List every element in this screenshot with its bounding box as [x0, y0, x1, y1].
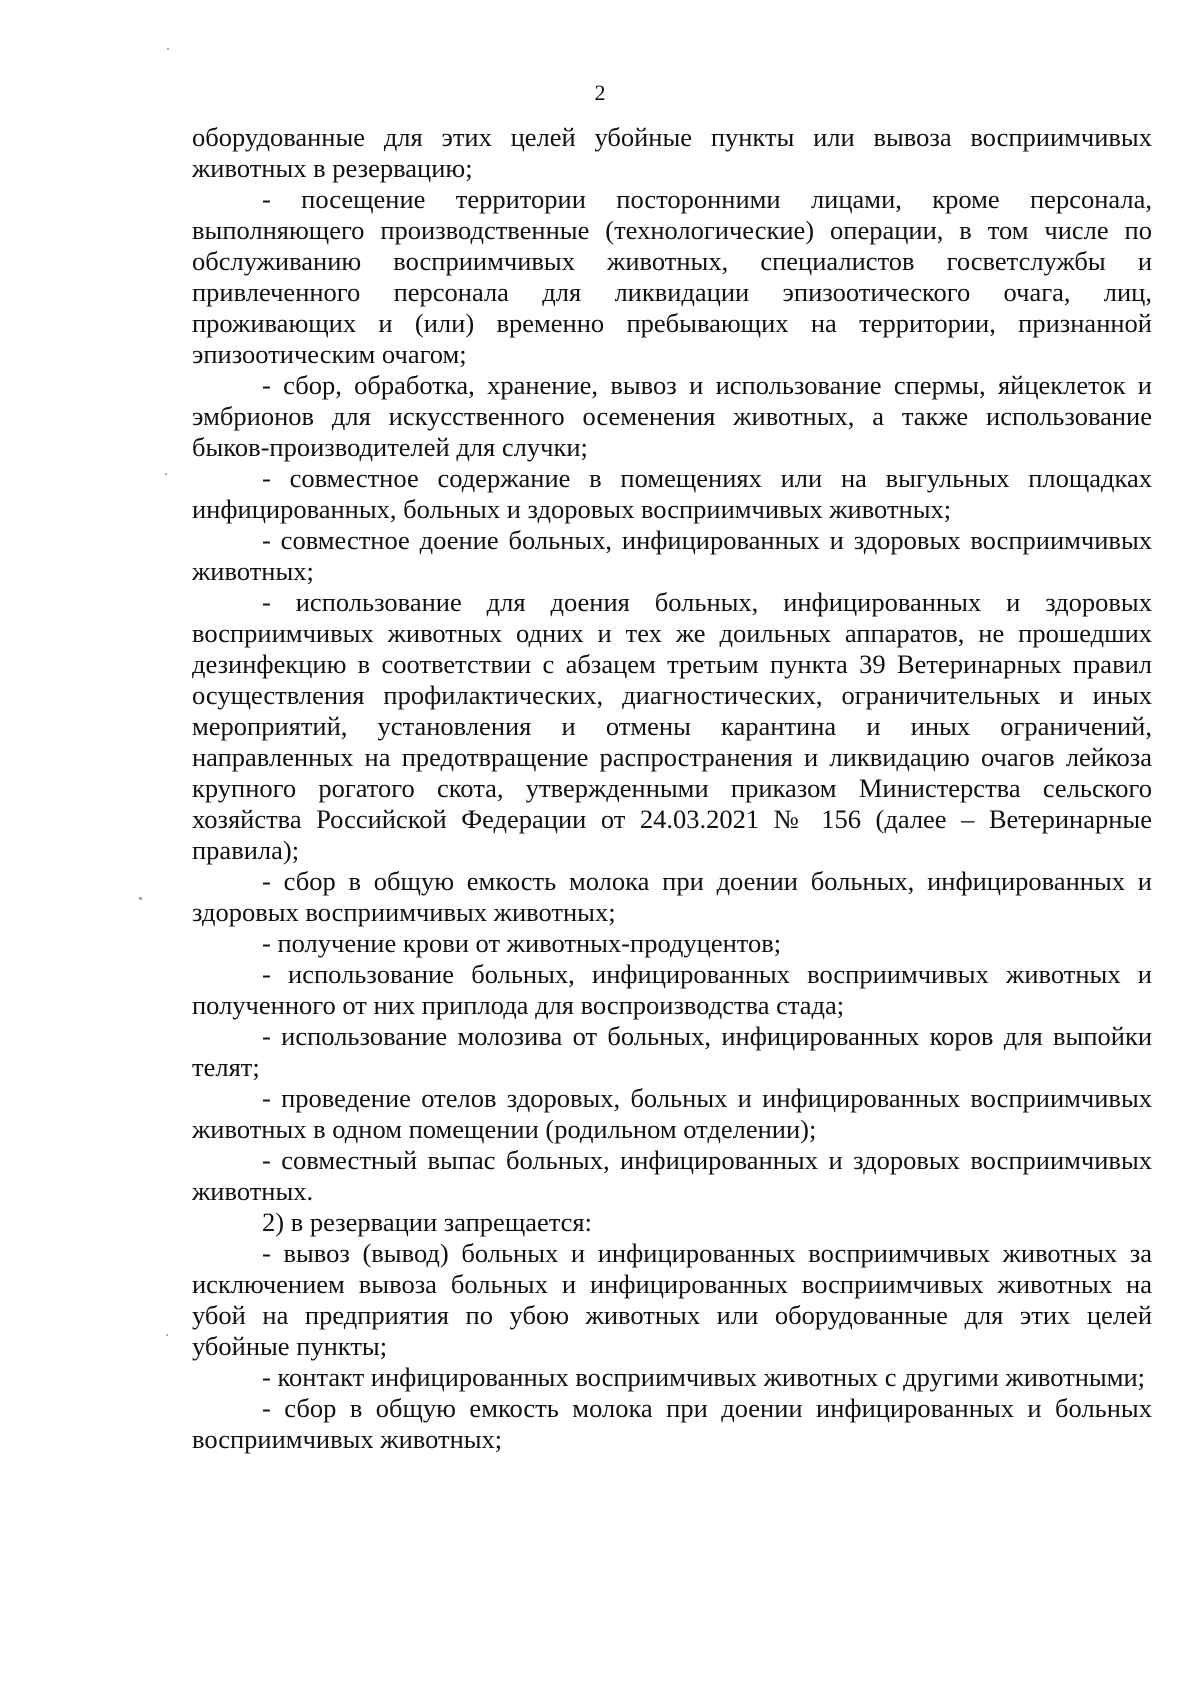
- document-body: [192, 122, 1152, 1455]
- paragraph: - проведение отелов здоровых, больных и инфицированных восприимчивых животных в одном помещении (родильном отделении);: [192, 1083, 1152, 1144]
- paragraph: - совместное доение больных, инфицированных и здоровых восприимчивых животных;: [192, 525, 1152, 586]
- paragraph: - совместный выпас больных, инфицированных и здоровых восприимчивых животных.: [192, 1145, 1152, 1206]
- scan-speck: [167, 48, 169, 50]
- paragraph: - совместное содержание в помещениях или на выгульных площадках инфицированных, больных и здоровых восприимчивых животных;: [192, 463, 1152, 524]
- paragraph: - контакт инфицированных восприимчивых животных с другими животными;: [262, 1362, 1146, 1392]
- paragraph: - сбор в общую емкость молока при доении инфицированных и больных восприимчивых животных;: [192, 1393, 1152, 1454]
- paragraph: - использование больных, инфицированных восприимчивых животных и полученного от них приплода для воспроизводства стада;: [192, 959, 1152, 1020]
- scan-speck: [139, 897, 142, 900]
- paragraph: - сбор, обработка, хранение, вывоз и использование спермы, яйцеклеток и эмбрионов для искусственного осеменения животных, а также использование быков-производителей для случки;: [192, 370, 1152, 462]
- paragraph: 2) в резервации запрещается:: [262, 1207, 592, 1237]
- paragraph: - вывоз (вывод) больных и инфицированных восприимчивых животных за исключением вывоза больных и инфицированных восприимчивых животных на убой на предприятия по убою животных или оборудованные для этих целей убойные пункты;: [192, 1238, 1152, 1361]
- paragraph: - использование молозива от больных, инфицированных коров для выпойки телят;: [192, 1021, 1152, 1082]
- scan-speck: [165, 473, 167, 475]
- paragraph: - получение крови от животных-продуцентов;: [262, 928, 782, 958]
- paragraph: - использование для доения больных, инфицированных и здоровых восприимчивых животных одних и тех же доильных аппаратов, не прошедших дезинфекцию в соответствии с абзацем третьим пункта 39 Ветеринарных правил осуществления профилактических, диагностических, ограничительных и иных мероприятий, установления и отмены карантина и иных ограничений, направленных на предотвращение распространения и ликвидацию очагов лейкоза крупного рогатого скота, утвержденными приказом Министерства сельского хозяйства Российской Федерации от 24.03.2021 № 156 (далее – Ветеринарные правила);: [192, 587, 1152, 865]
- paragraph: - посещение территории посторонними лицами, кроме персонала, выполняющего производственные (технологические) операции, в том числе по обслуживанию восприимчивых животных, специалистов госветслужбы и привлеченного персонала для ликвидации эпизоотического очага, лиц, проживающих и (или) временно пребывающих на территории, признанной эпизоотическим очагом;: [192, 184, 1152, 369]
- scan-speck: [166, 1334, 168, 1336]
- paragraph: оборудованные для этих целей убойные пункты или вывоза восприимчивых животных в резервацию;: [192, 122, 1152, 183]
- page-number: 2: [594, 80, 606, 105]
- paragraph: - сбор в общую емкость молока при доении больных, инфицированных и здоровых восприимчивых животных;: [192, 866, 1152, 927]
